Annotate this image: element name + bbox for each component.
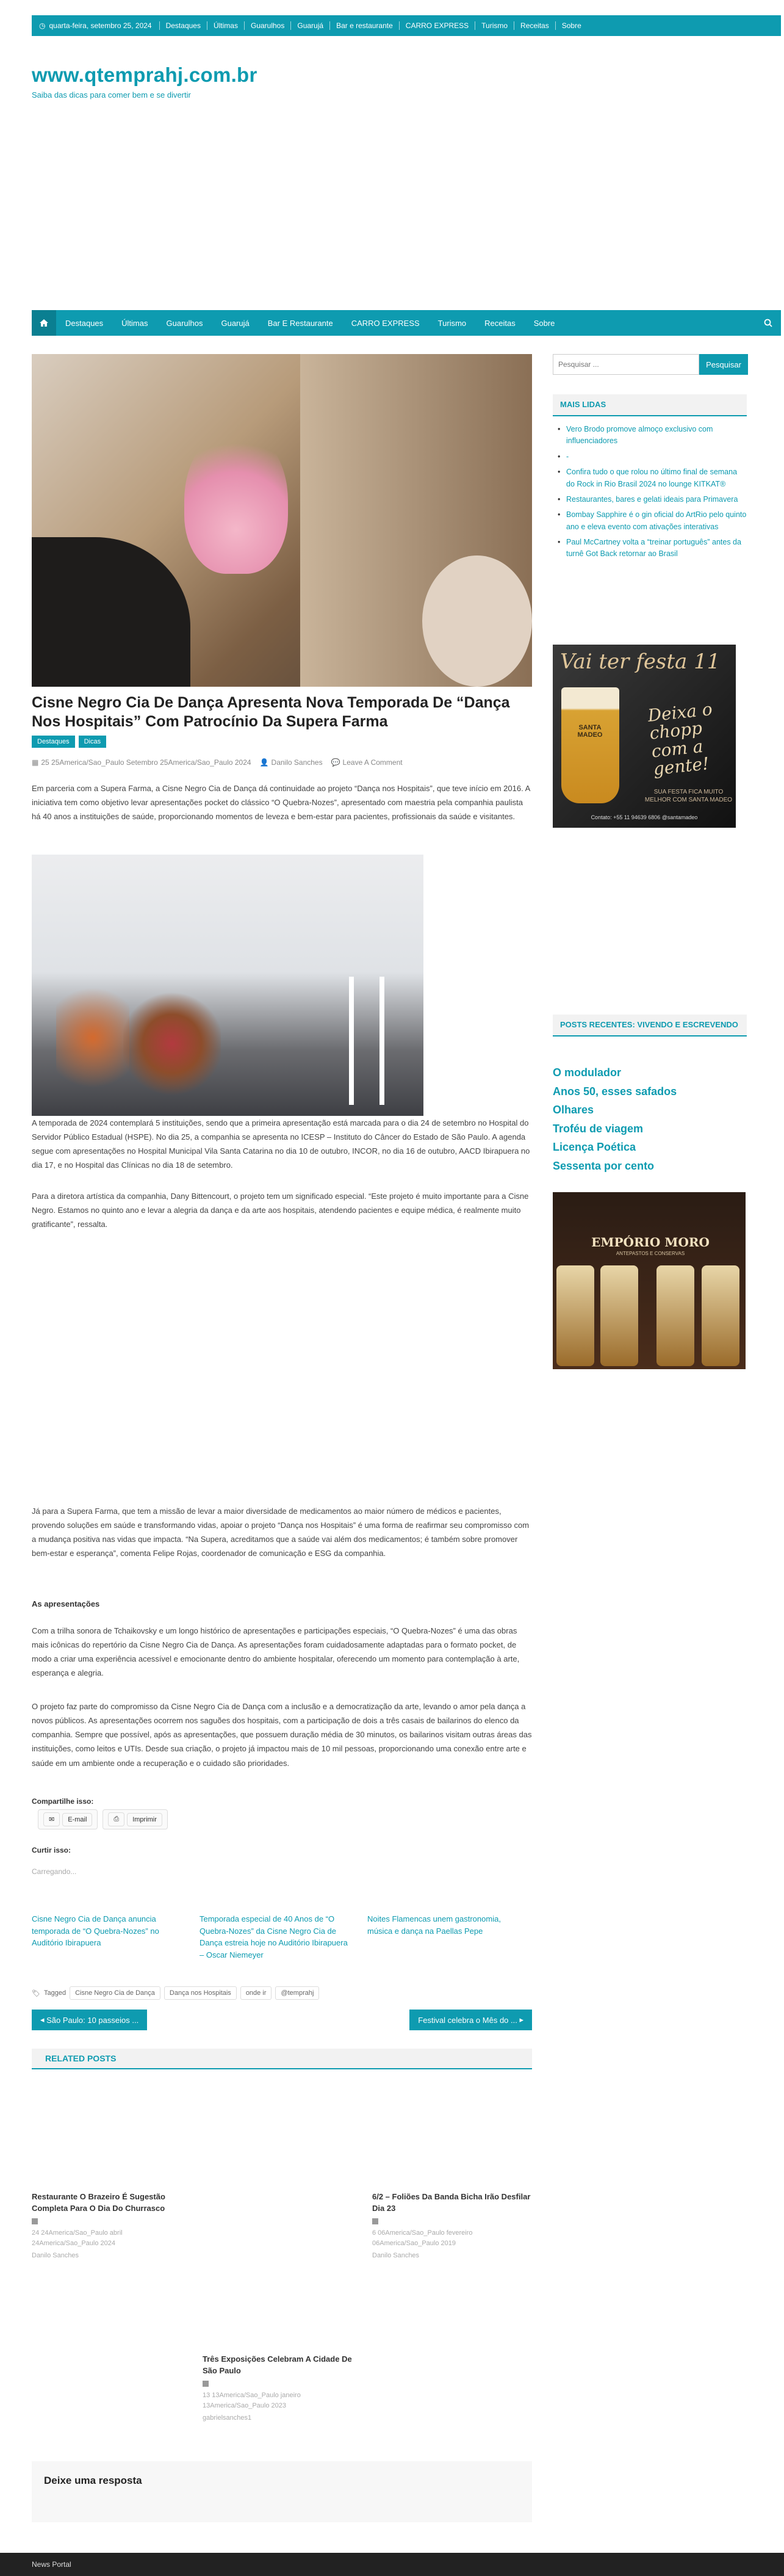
post-paragraph-4: Já para a Supera Farma, que tem a missão de levar a maior diversidade de medicamentos ao maior número de médicos e pacientes, provendo soluções em saúde e transformando vidas, apoiar o projeto “Dança nos Hospitais” é uma forma de reafirmar seu compromisso com a mudança positiva nas vidas que impacta. “Na Supera, acreditamos que a saúde vai além dos medicamentos; é também sobre promover bem-estar e esperança”, comenta Felipe Rojas, coordenador de comunicação e ESG da companhia. xyxy=(32,1507,530,1558)
site-description: Saiba das dicas para comer bem e se divertir xyxy=(32,90,191,99)
print-icon: ⎙ xyxy=(108,1812,124,1826)
nav-item-guarulhos[interactable]: Guarulhos xyxy=(166,318,203,328)
post-paragraph-5: Com a trilha sonora de Tchaikovsky e um longo histórico de apresentações e participações especiais, “O Quebra-Nozes” é uma das obras mais icônicas do repertório da Cisne Negro Cia de Dança. As apresentações foram cuidadosamente adaptadas para o formato pocket, de modo a criar uma experiência acessível e emocionante dentro do ambiente hospitalar, oferecendo um momento para contemplação à arte, esperança e alegria. xyxy=(32,1626,520,1678)
reply-heading: Deixe uma resposta xyxy=(44,2475,142,2486)
list-item[interactable]: Licença Poética xyxy=(553,1141,636,1154)
nav-item-carro-express[interactable]: CARRO EXPRESS xyxy=(351,318,420,328)
related-post-title[interactable]: Restaurante O Brazeiro É Sugestão Completa Para O Dia Do Churrasco xyxy=(32,2192,165,2213)
emporio-moro-ad[interactable] xyxy=(553,1192,746,1369)
ad-tagline: SUA FESTA FICA MUITO MELHOR COM SANTA MADEO xyxy=(644,789,733,803)
calendar-icon xyxy=(32,2218,38,2224)
like-label: Curtir isso: xyxy=(32,1846,71,1854)
related-post-date: 6 06America/Sao_Paulo fevereiro 06America/Sao_Paulo 2019 xyxy=(372,2229,473,2248)
nav-item-guaruja[interactable]: Guarujá xyxy=(221,318,250,328)
share-print-button[interactable]: ⎙ Imprimir xyxy=(102,1809,168,1829)
related-post-card[interactable] xyxy=(203,2354,358,2422)
post-paragraph-3: Para a diretora artística da companhia, Dany Bittencourt, o projeto tem um significado especial. “Este projeto é muito importante para a Cisne Negro. Estamos no quinto ano e levar a alegria da dança e da arte aos hospitais, atendendo pacientes e equipe médica, é realmente muito gratificante”, ressalta. xyxy=(32,1192,529,1229)
arrow-right-icon: ▸ xyxy=(517,2015,523,2024)
arrow-left-icon: ◂ xyxy=(40,2015,47,2024)
date-text: quarta-feira, setembro 25, 2024 xyxy=(49,21,152,30)
ad-script: Deixa o chopp com a gente! xyxy=(647,699,714,780)
category-badge-dicas[interactable]: Dicas xyxy=(79,736,107,748)
related-link-1[interactable]: Cisne Negro Cia de Dança anuncia temporada de “O Quebra-Nozes” no Auditório Ibirapuera xyxy=(32,1914,159,1947)
top-link-receitas[interactable]: Receitas xyxy=(514,21,555,30)
ad-contact: Contato: +55 11 94639 6806 @santamadeo xyxy=(591,814,698,820)
related-post-title[interactable]: 6/2 – Foliões Da Banda Bicha Irão Desfilar Dia 23 xyxy=(372,2192,531,2213)
email-icon: ✉ xyxy=(43,1812,60,1826)
list-item[interactable]: • Confira tudo o que rolou no último final de semana do Rock in Rio Brasil 2024 no lounge KITKAT® xyxy=(553,466,747,490)
ad2-subtitle: ANTEPASTOS E CONSERVAS xyxy=(616,1251,685,1256)
search-icon xyxy=(764,319,772,327)
related-post-author[interactable]: gabrielsanches1 xyxy=(203,2414,252,2422)
next-post-button[interactable]: Festival celebra o Mês do ... ▸ xyxy=(409,2010,532,2030)
top-link-guaruja[interactable]: Guarujá xyxy=(290,21,329,30)
site-title[interactable]: www.qtemprahj.com.br xyxy=(32,63,257,86)
home-icon xyxy=(39,318,49,328)
tag-item[interactable]: onde ir xyxy=(240,1986,272,2000)
list-item[interactable]: Anos 50, esses safados xyxy=(553,1085,677,1098)
recent-posts-heading: POSTS RECENTES: VIVENDO E ESCREVENDO xyxy=(553,1015,747,1037)
post-subheading: As apresentações xyxy=(32,1599,100,1608)
ad-headline: Vai ter festa 11 xyxy=(560,649,721,674)
related-post-card[interactable] xyxy=(372,2191,531,2259)
clock-icon: ◷ xyxy=(39,21,46,30)
jar-image xyxy=(656,1265,694,1366)
top-link-guarulhos[interactable]: Guarulhos xyxy=(244,21,290,30)
share-buttons xyxy=(38,1809,168,1829)
beer-glass-icon xyxy=(561,687,619,803)
date-display xyxy=(39,21,152,30)
search-input[interactable] xyxy=(553,354,699,375)
jar-image xyxy=(702,1265,739,1366)
ad2-brand: EMPÓRIO MORO xyxy=(591,1235,710,1250)
nav-item-bar-restaurante[interactable]: Bar E Restaurante xyxy=(267,318,333,328)
like-loading: Carregando... xyxy=(32,1867,77,1876)
related-post-date: 24 24America/Sao_Paulo abril 24America/Sao_Paulo 2024 xyxy=(32,2229,123,2248)
post-paragraph-1: Em parceria com a Supera Farma, a Cisne Negro Cia de Dança dá continuidade ao projeto “Dança nos Hospitais”, que teve início em 2016. A iniciativa tem como objetivo levar apresentações pocket do clássico “O Quebra-Nozes”, apresentado com maestria pela companhia paulista há 40 anos a instituições de saúde, proporcionando momentos de leveza e bem-estar para pacientes, profissionais da saúde e visitantes. xyxy=(32,784,530,822)
tag-item[interactable]: Cisne Negro Cia de Dança xyxy=(70,1986,160,2000)
reply-section xyxy=(32,2461,532,2522)
calendar-icon xyxy=(203,2381,209,2387)
post-tags xyxy=(32,1986,319,2000)
post-author[interactable]: 👤 Danilo Sanches xyxy=(259,758,323,767)
top-link-carro-express[interactable]: CARRO EXPRESS xyxy=(399,21,475,30)
tag-icon: 🏷 xyxy=(32,1989,40,1997)
post-inline-image xyxy=(32,855,423,1116)
footer xyxy=(0,2553,784,2576)
post-meta xyxy=(32,758,403,767)
recent-posts-list xyxy=(553,1063,677,1176)
mais-lidas-heading: MAIS LIDAS xyxy=(553,394,747,416)
list-item[interactable]: • - xyxy=(553,451,747,463)
top-link-destaques[interactable]: Destaques xyxy=(159,21,207,30)
footer-text[interactable]: News Portal xyxy=(32,2560,71,2569)
tags-label: Tagged xyxy=(43,1989,67,1997)
related-post-author[interactable]: Danilo Sanches xyxy=(372,2251,420,2259)
top-link-ultimas[interactable]: Últimas xyxy=(207,21,244,30)
related-links xyxy=(32,1913,532,1961)
list-item[interactable]: • Vero Brodo promove almoço exclusivo com influenciadores xyxy=(553,424,747,447)
related-post-card[interactable] xyxy=(32,2191,190,2259)
comment-icon: 💬 xyxy=(331,758,340,767)
ad-brand: SANTA MADEO xyxy=(577,724,603,739)
user-icon: 👤 xyxy=(259,758,269,767)
tag-item[interactable]: Dança nos Hospitais xyxy=(164,1986,237,2000)
featured-image xyxy=(32,354,532,687)
nav-item-ultimas[interactable]: Últimas xyxy=(121,318,148,328)
previous-post-button[interactable]: ◂ São Paulo: 10 passeios ... xyxy=(32,2010,147,2030)
nav-search-button[interactable] xyxy=(755,319,781,327)
related-link-2[interactable]: Temporada especial de 40 Anos de “O Quebra-Nozes” da Cisne Negro Cia de Dança estreia hoje no Auditório Ibirapuera – Oscar Niemeyer xyxy=(200,1914,348,1959)
list-item[interactable]: Sessenta por cento xyxy=(553,1159,655,1172)
post-comments[interactable]: 💬 Leave A Comment xyxy=(331,758,403,767)
related-link-3[interactable]: Noites Flamencas unem gastronomia, música e dança na Paellas Pepe xyxy=(367,1914,501,1936)
top-link-bar-restaurante[interactable]: Bar e restaurante xyxy=(329,21,399,30)
related-posts-heading: RELATED POSTS xyxy=(32,2049,532,2069)
list-item[interactable]: • Restaurantes, bares e gelati ideais para Primavera xyxy=(553,494,747,505)
related-post-author[interactable]: Danilo Sanches xyxy=(32,2251,79,2259)
post-paragraph-6: O projeto faz parte do compromisso da Cisne Negro Cia de Dança com a inclusão e a democratização da arte, levando o amor pela dança a novos públicos. As apresentações ocorrem nos saguões dos hospitais, com a participação de dois a três casais de bailarinos do elenco da companhia. Sempre que possível, após as apresentações, que possuem duração média de 30 minutos, os bailarinos visitam outras áreas das instituições, como leitos e UTIs. Desde sua criação, o projeto já impactou mais de 10 mil pessoas, proporcionando uma conexão entre arte e saúde em um ambiente onde a recuperação e o cuidado são prioridades. xyxy=(32,1702,532,1768)
related-post-title[interactable]: Três Exposições Celebram A Cidade De São Paulo xyxy=(203,2354,352,2375)
main-nav xyxy=(32,310,781,336)
list-item[interactable]: Troféu de viagem xyxy=(553,1122,644,1135)
list-item[interactable]: Olhares xyxy=(553,1104,594,1116)
list-item[interactable]: O modulador xyxy=(553,1066,621,1079)
tag-item[interactable]: @temprahj xyxy=(275,1986,319,2000)
santa-madeo-ad[interactable] xyxy=(553,645,736,828)
jar-image xyxy=(600,1265,638,1366)
list-item[interactable]: • Paul McCartney volta a “treinar português” antes da turnê Got Back retornar ao Brasil xyxy=(553,537,747,560)
category-badge-destaques[interactable]: Destaques xyxy=(32,736,75,748)
post-paragraph-2: A temporada de 2024 contemplará 5 instituições, sendo que a primeira apresentação está marcada para o dia 24 de setembro no Hospital do Servidor Público Estadual (HSPE). No dia 25, a companhia se apresenta no ICESP – Instituto do Câncer do Estado de São Paulo. A agenda segue com apresentações no Hospital Municipal Vila Santa Catarina no dia 10 de outubro, INCOR, no dia 16 de outubro, AACD Ibirapuera no dia 17, e no Hospital das Clínicas no dia 18 de setembro. xyxy=(32,1118,530,1170)
nav-item-turismo[interactable]: Turismo xyxy=(437,318,467,328)
top-bar xyxy=(32,15,781,36)
list-item[interactable]: • Bombay Sapphire é o gin oficial do ArtRio pelo quinto ano e eleva evento com ativações interativas xyxy=(553,509,747,533)
search-button[interactable]: Pesquisar xyxy=(699,354,748,375)
jar-image xyxy=(556,1265,594,1366)
calendar-icon: ▦ xyxy=(32,758,39,767)
nav-item-destaques[interactable]: Destaques xyxy=(65,318,104,328)
related-post-date: 13 13America/Sao_Paulo janeiro 13America/Sao_Paulo 2023 xyxy=(203,2391,301,2410)
calendar-icon xyxy=(372,2218,378,2224)
post-categories xyxy=(32,736,106,748)
home-button[interactable] xyxy=(32,310,56,336)
sidebar-search xyxy=(553,354,748,375)
top-link-sobre[interactable]: Sobre xyxy=(555,21,588,30)
nav-item-receitas[interactable]: Receitas xyxy=(484,318,516,328)
post-date[interactable]: ▦ 25 25America/Sao_Paulo Setembro 25America/Sao_Paulo 2024 xyxy=(32,758,251,767)
top-links xyxy=(159,21,588,30)
post-title: Cisne Negro Cia De Dança Apresenta Nova Temporada De “Dança Nos Hospitais” Com Patrocínio Da Supera Farma xyxy=(32,694,510,731)
nav-item-sobre[interactable]: Sobre xyxy=(533,318,555,328)
share-email-button[interactable]: ✉ E-mail xyxy=(38,1809,98,1829)
share-label: Compartilhe isso: xyxy=(32,1797,94,1806)
mais-lidas-list xyxy=(553,424,747,564)
top-link-turismo[interactable]: Turismo xyxy=(475,21,514,30)
